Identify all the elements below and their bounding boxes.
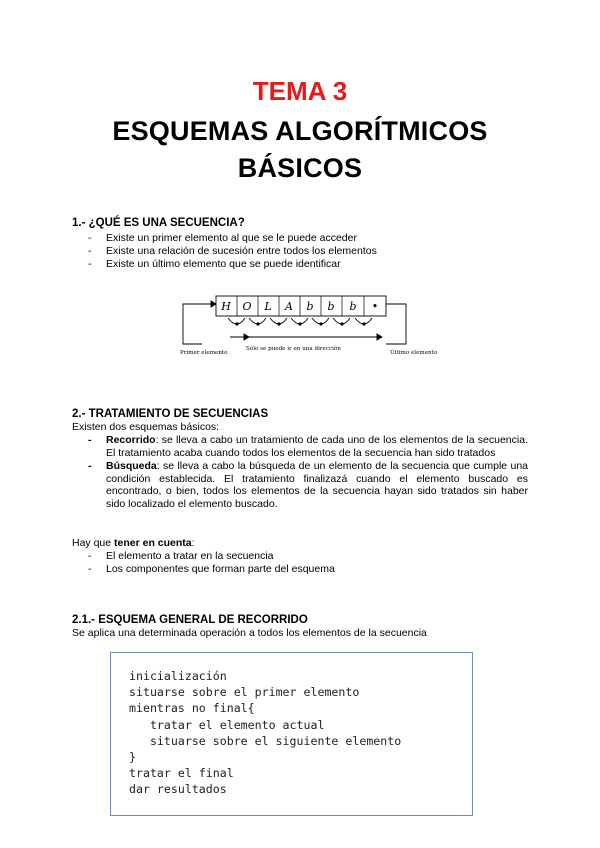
sequence-cell: b <box>349 300 357 313</box>
sequence-cell: L <box>264 300 272 313</box>
section2-heading: 2.- TRATAMIENTO DE SECUENCIAS <box>72 408 269 420</box>
list-item: - El elemento a tratar en la secuencia <box>88 550 335 563</box>
note-list <box>88 550 335 576</box>
sequence-diagram <box>178 292 448 362</box>
list-item: - Los componentes que forman parte del esquema <box>88 563 335 576</box>
sequence-cell: H <box>221 300 231 313</box>
page-title-line1: ESQUEMAS ALGORÍTMICOS <box>112 116 488 146</box>
page-title-line2: BÁSICOS <box>237 153 363 183</box>
section1-heading: 1.- ¿QUÉ ES UNA SECUENCIA? <box>72 217 245 229</box>
scheme-term: Recorrido <box>106 434 156 446</box>
code-line: tratar el elemento actual <box>129 717 325 732</box>
sequence-cell: b <box>306 300 314 313</box>
code-line: situarse sobre el primer elemento <box>129 685 360 700</box>
code-line: dar resultados <box>129 782 227 797</box>
topic-title: TEMA 3 <box>252 76 348 106</box>
pseudocode-block <box>129 668 401 798</box>
section1-list <box>88 232 377 271</box>
list-item <box>88 434 528 459</box>
code-line: inicialización <box>129 669 227 683</box>
list-item: - Existe un último elemento que se puede identificar <box>88 258 377 271</box>
scheme-text: : se lleva a cabo la búsqueda de un elemento de la secuencia que cumple una condición establecida. El tratamiento finalizazá cuando el elemento buscado es encontrado, o bien, todos los elementos de la secuencia hayan sido tratados sin haber sido localizado el elemento buscado. <box>106 460 528 510</box>
code-line: } <box>129 750 136 765</box>
code-line: situarse sobre el siguiente elemento <box>129 733 402 748</box>
direction-label: Sólo se puede ir en una dirección <box>246 346 341 352</box>
list-item: - Existe un primer elemento al que se le puede acceder <box>88 232 377 245</box>
list-item <box>88 460 528 510</box>
sequence-cell: O <box>242 300 252 313</box>
section2-intro: Existen dos esquemas básicos: <box>72 421 220 433</box>
section21-text: Se aplica una determinada operación a todos los elementos de la secuencia <box>72 627 427 639</box>
note-line <box>72 537 195 549</box>
sequence-cell: A <box>285 300 293 313</box>
code-line: tratar el final <box>129 766 234 781</box>
scheme-term: Búsqueda <box>106 460 157 473</box>
sequence-cell: b <box>327 300 335 313</box>
sequence-cell: • <box>371 300 379 313</box>
schemes-list <box>88 434 528 512</box>
section21-heading: 2.1.- ESQUEMA GENERAL DE RECORRIDO <box>72 614 308 626</box>
last-element-label: Último elemento <box>390 350 438 356</box>
scheme-text: : se lleva a cabo un tratamiento de cada uno de los elementos de la secuencia. El tratamiento acaba cuando todos los elementos de la secuencia han sido tratados <box>106 434 528 459</box>
note-prefix: Hay que <box>72 537 115 549</box>
first-element-label: Primer elemento <box>180 350 228 356</box>
note-bold: tener en cuenta <box>114 537 192 549</box>
code-line: mientras no final{ <box>129 701 255 716</box>
list-item: - Existe una relación de sucesión entre todos los elementos <box>88 245 377 258</box>
note-suffix: : <box>191 537 195 549</box>
